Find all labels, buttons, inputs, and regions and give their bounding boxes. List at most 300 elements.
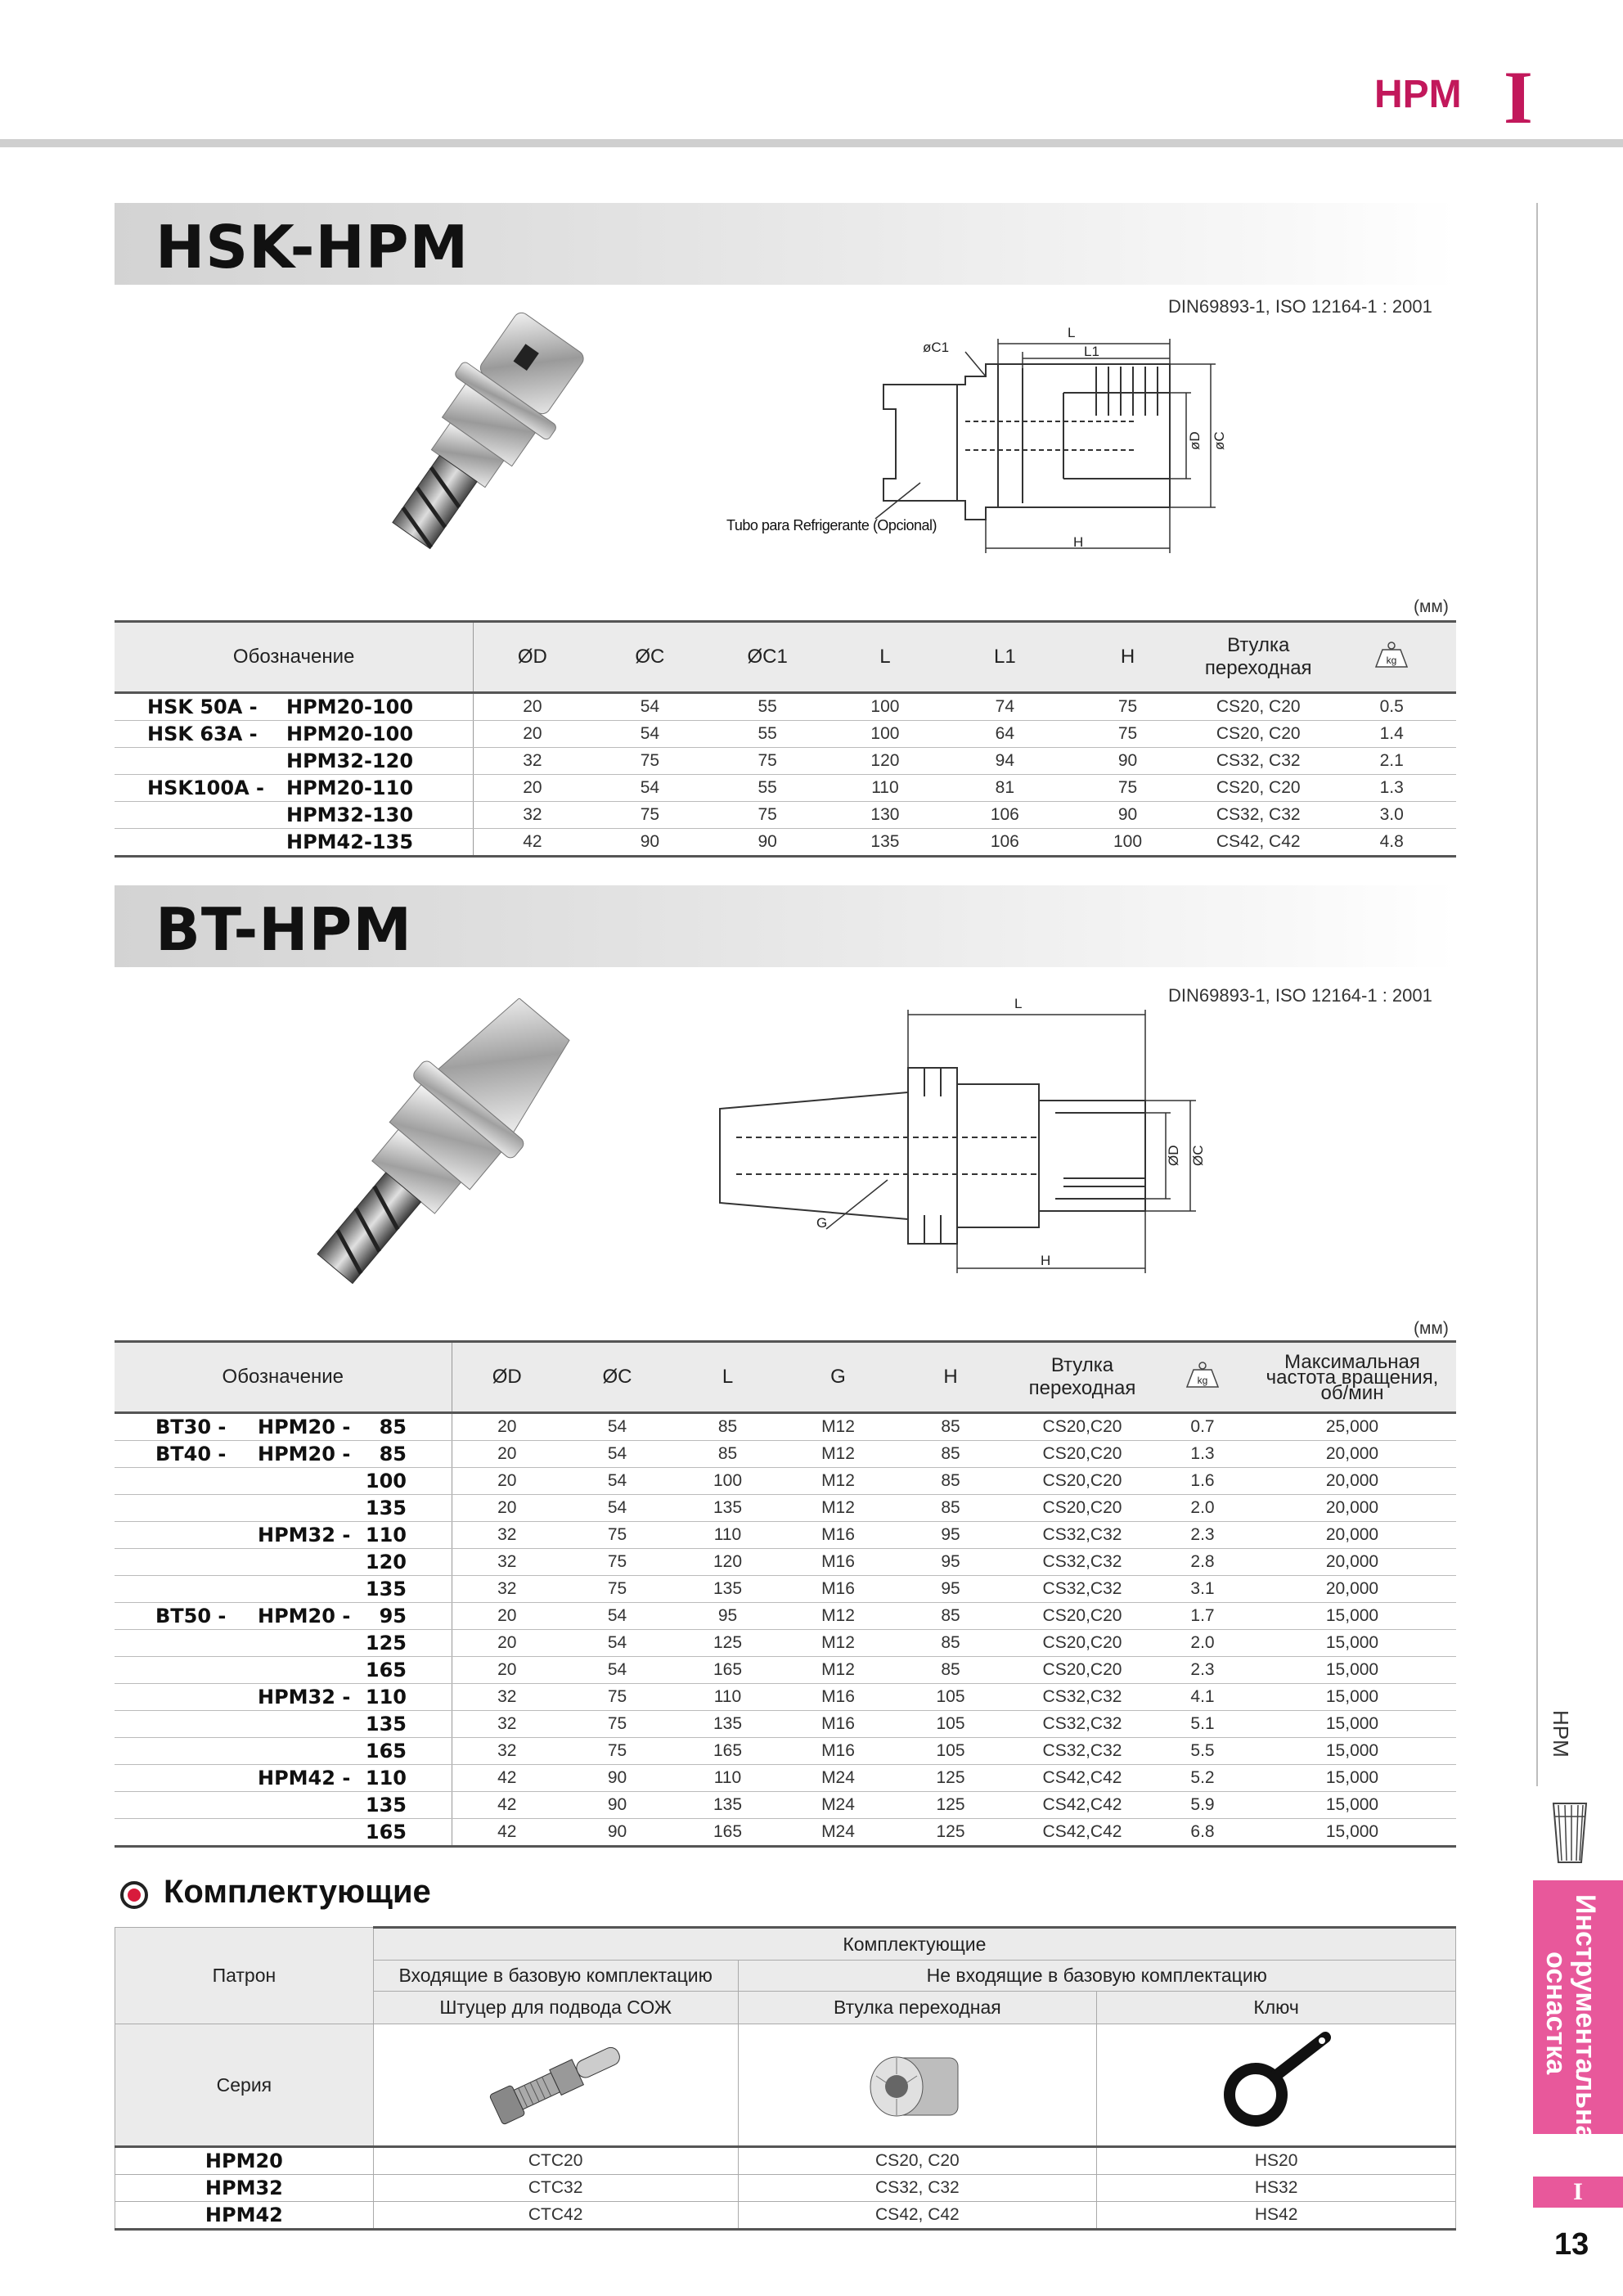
bt-spec-table [115, 1340, 1456, 1848]
cell-d: 20 [452, 1468, 562, 1495]
cell-rpm: 15,000 [1248, 1792, 1456, 1819]
acc-sleeve-image-cell [738, 2024, 1097, 2147]
collet-icon [1549, 1800, 1591, 1866]
cell-c: 90 [591, 829, 709, 857]
hsk-table-header [115, 622, 1456, 693]
cell-g: M12 [783, 1657, 893, 1684]
cell-c1: 75 [708, 748, 826, 775]
cell-sleeve: CS20,C20 [1008, 1413, 1157, 1441]
model-length: 165 [365, 1740, 407, 1763]
model-length: 135 [365, 1713, 407, 1736]
cell-sleeve: CS32,C32 [1008, 1576, 1157, 1603]
cell-c: 54 [562, 1630, 672, 1657]
accessory-row [115, 2147, 1456, 2175]
col-sleeve-line2: переходная [1028, 1377, 1136, 1399]
model-length: 85 [379, 1416, 407, 1438]
table-row [115, 775, 1456, 802]
table-row [115, 1549, 1456, 1576]
cell-l1: 94 [944, 748, 1066, 775]
cell-d: 32 [474, 748, 591, 775]
col-sleeve [1189, 622, 1327, 693]
sidebar-section-numeral: I [1533, 2177, 1623, 2208]
key-code-cell: HS32 [1097, 2175, 1456, 2202]
cell-d: 32 [452, 1711, 562, 1738]
cell-rpm: 15,000 [1248, 1684, 1456, 1711]
cell-g: M16 [783, 1738, 893, 1765]
cell-h: 95 [893, 1549, 1008, 1576]
cell-l: 110 [672, 1684, 783, 1711]
cell-c: 54 [562, 1657, 672, 1684]
cell-d: 20 [452, 1630, 562, 1657]
acc-not-included-header: Не входящие в базовую комплектацию [738, 1961, 1455, 1992]
model-length: 120 [365, 1551, 407, 1573]
model-length: 165 [365, 1659, 407, 1681]
cell-kg: 6.8 [1157, 1819, 1248, 1847]
cell-d: 20 [452, 1413, 562, 1441]
cell-l: 100 [826, 721, 944, 748]
svg-text:kg: kg [1386, 654, 1397, 666]
cell-l1: 81 [944, 775, 1066, 802]
table-row [115, 1738, 1456, 1765]
cell-l: 135 [672, 1576, 783, 1603]
cell-sleeve: CS32, C32 [1189, 748, 1327, 775]
col-weight [1157, 1342, 1248, 1413]
cell-c: 75 [591, 802, 709, 829]
designation-cell [115, 1657, 452, 1684]
model-code: HPM32-120 [286, 750, 414, 772]
table-row [115, 1657, 1456, 1684]
designation-cell [115, 1792, 452, 1819]
hsk-dim-d: øD [1187, 431, 1203, 450]
acc-series-label: Серия [115, 2024, 374, 2147]
cell-rpm: 15,000 [1248, 1603, 1456, 1630]
cell-l: 100 [826, 693, 944, 721]
cell-g: M16 [783, 1711, 893, 1738]
model-code: HPM32 - [258, 1524, 351, 1546]
cell-rpm: 15,000 [1248, 1738, 1456, 1765]
coolant-fitting-image [474, 2037, 637, 2127]
cell-kg: 4.1 [1157, 1684, 1248, 1711]
col-c: ØC [591, 622, 709, 693]
cell-sleeve: CS20, C20 [1189, 775, 1327, 802]
bt-dim-c: ØC [1190, 1145, 1206, 1166]
col-c: ØC [562, 1342, 672, 1413]
cell-c: 54 [562, 1603, 672, 1630]
cell-h: 75 [1066, 775, 1189, 802]
cell-kg: 5.1 [1157, 1711, 1248, 1738]
hsk-dim-c: øC [1212, 431, 1227, 450]
col-l1: L1 [944, 622, 1066, 693]
cell-kg: 2.0 [1157, 1495, 1248, 1522]
cell-c: 75 [562, 1522, 672, 1549]
cell-c: 54 [591, 693, 709, 721]
col-h: H [1066, 622, 1189, 693]
cell-g: M24 [783, 1792, 893, 1819]
sleeve-code-cell: CS42, C42 [738, 2202, 1097, 2230]
col-max-rpm [1248, 1342, 1456, 1413]
cell-kg: 1.4 [1327, 721, 1456, 748]
cell-g: M12 [783, 1495, 893, 1522]
cell-kg: 3.1 [1157, 1576, 1248, 1603]
cell-rpm: 15,000 [1248, 1765, 1456, 1792]
cell-h: 85 [893, 1441, 1008, 1468]
cell-sleeve: CS42,C42 [1008, 1792, 1157, 1819]
cell-g: M16 [783, 1549, 893, 1576]
cell-d: 32 [452, 1684, 562, 1711]
designation-cell [115, 1684, 452, 1711]
designation-cell [115, 1765, 452, 1792]
fitting-code-cell: CTC20 [373, 2147, 738, 2175]
cell-l: 110 [826, 775, 944, 802]
cell-h: 90 [1066, 748, 1189, 775]
model-length: 110 [365, 1767, 407, 1790]
cell-c1: 75 [708, 802, 826, 829]
cell-g: M24 [783, 1819, 893, 1847]
model-code: HPM20 - [258, 1416, 351, 1438]
cell-kg: 2.8 [1157, 1549, 1248, 1576]
cell-h: 100 [1066, 829, 1189, 857]
cell-l1: 106 [944, 802, 1066, 829]
cell-g: M16 [783, 1684, 893, 1711]
cell-h: 95 [893, 1522, 1008, 1549]
header-section-numeral: I [1504, 56, 1533, 139]
cell-rpm: 25,000 [1248, 1413, 1456, 1441]
cell-l: 135 [826, 829, 944, 857]
cell-c: 90 [562, 1819, 672, 1847]
col-g: G [783, 1342, 893, 1413]
cell-d: 20 [474, 693, 591, 721]
designation-cell [115, 829, 474, 857]
cell-d: 32 [474, 802, 591, 829]
designation-cell [115, 1630, 452, 1657]
cell-sleeve: CS20,C20 [1008, 1441, 1157, 1468]
bt-dim-l: L [1014, 996, 1023, 1011]
model-code: HPM20-100 [286, 696, 414, 718]
col-h: H [893, 1342, 1008, 1413]
col-l: L [672, 1342, 783, 1413]
cell-sleeve: CS20, C20 [1189, 693, 1327, 721]
cell-l: 130 [826, 802, 944, 829]
cell-kg: 5.5 [1157, 1738, 1248, 1765]
cell-c: 54 [562, 1413, 672, 1441]
cell-sleeve: CS32,C32 [1008, 1711, 1157, 1738]
acc-fitting-header: Штуцер для подвода СОЖ [373, 1992, 738, 2024]
key-code-cell: HS20 [1097, 2147, 1456, 2175]
cell-kg: 0.5 [1327, 693, 1456, 721]
cell-g: M16 [783, 1576, 893, 1603]
designation-cell [115, 748, 474, 775]
model-code: HPM32 - [258, 1686, 351, 1708]
cell-c: 54 [562, 1441, 672, 1468]
cell-g: M16 [783, 1522, 893, 1549]
cell-sleeve: CS42, C42 [1189, 829, 1327, 857]
hsk-holder-photo [344, 311, 622, 556]
bt-holder-photo [245, 998, 638, 1285]
cell-sleeve: CS32,C32 [1008, 1738, 1157, 1765]
cell-c1: 55 [708, 775, 826, 802]
designation-cell [115, 1549, 452, 1576]
model-code: HPM42 - [258, 1767, 351, 1790]
designation-cell [115, 775, 474, 802]
cell-kg: 2.0 [1157, 1630, 1248, 1657]
cell-h: 95 [893, 1576, 1008, 1603]
cell-l: 165 [672, 1819, 783, 1847]
sidebar-rule [1536, 203, 1538, 1786]
cell-l: 95 [672, 1603, 783, 1630]
model-length: 85 [379, 1443, 407, 1465]
cell-kg: 5.9 [1157, 1792, 1248, 1819]
cell-d: 42 [452, 1819, 562, 1847]
cell-kg: 1.3 [1157, 1441, 1248, 1468]
col-d: ØD [474, 622, 591, 693]
designation-cell [115, 1738, 452, 1765]
cell-d: 32 [452, 1576, 562, 1603]
cell-d: 32 [452, 1549, 562, 1576]
cell-kg: 1.7 [1157, 1603, 1248, 1630]
holder-prefix: HSK100A - [147, 777, 264, 799]
designation-cell [115, 802, 474, 829]
model-length: 135 [365, 1794, 407, 1817]
sleeve-code-cell: CS32, C32 [738, 2175, 1097, 2202]
cell-l: 165 [672, 1657, 783, 1684]
cell-sleeve: CS32,C32 [1008, 1549, 1157, 1576]
svg-text:kg: kg [1197, 1374, 1208, 1386]
cell-rpm: 20,000 [1248, 1468, 1456, 1495]
page-number: 13 [1554, 2227, 1589, 2262]
model-code: HPM20-100 [286, 723, 414, 745]
accessories-title: Комплектующие [164, 1874, 431, 1910]
cell-c: 90 [562, 1765, 672, 1792]
cell-c: 75 [562, 1576, 672, 1603]
table-row [115, 1468, 1456, 1495]
cell-c: 75 [562, 1711, 672, 1738]
cell-c: 54 [562, 1468, 672, 1495]
table-row [115, 1792, 1456, 1819]
col-c1: ØC1 [708, 622, 826, 693]
bt-dim-d: ØD [1166, 1145, 1181, 1166]
cell-rpm: 20,000 [1248, 1522, 1456, 1549]
designation-cell [115, 721, 474, 748]
acc-sleeve-header: Втулка переходная [738, 1992, 1097, 2024]
bt-technical-drawing [712, 990, 1235, 1285]
adapter-sleeve-image [852, 2033, 982, 2132]
bt-dim-h: H [1041, 1253, 1051, 1268]
cell-h: 105 [893, 1738, 1008, 1765]
cell-l1: 74 [944, 693, 1066, 721]
cell-d: 20 [474, 775, 591, 802]
table-row [115, 1684, 1456, 1711]
cell-l: 120 [672, 1549, 783, 1576]
col-max-rpm-line2: частота вращения, [1266, 1366, 1439, 1389]
series-cell: HPM20 [115, 2147, 374, 2175]
cell-sleeve: CS32, C32 [1189, 802, 1327, 829]
cell-rpm: 15,000 [1248, 1657, 1456, 1684]
cell-kg: 2.1 [1327, 748, 1456, 775]
cell-d: 20 [452, 1495, 562, 1522]
cell-c1: 55 [708, 721, 826, 748]
cell-kg: 3.0 [1327, 802, 1456, 829]
holder-prefix: HSK 63A - [147, 723, 258, 745]
cell-h: 85 [893, 1603, 1008, 1630]
hsk-unit: (мм) [1414, 597, 1449, 616]
hsk-section-banner [115, 203, 1456, 285]
sleeve-code-cell: CS20, C20 [738, 2147, 1097, 2175]
table-row [115, 693, 1456, 721]
cell-d: 20 [452, 1603, 562, 1630]
bt-standard: DIN69893-1, ISO 12164-1 : 2001 [1168, 985, 1432, 1006]
hsk-dim-c1: øC1 [923, 340, 950, 355]
cell-h: 105 [893, 1684, 1008, 1711]
col-max-rpm-line3: об/мин [1320, 1381, 1384, 1404]
series-cell: HPM32 [115, 2175, 374, 2202]
cell-c: 90 [562, 1792, 672, 1819]
cell-kg: 4.8 [1327, 829, 1456, 857]
cell-kg: 1.6 [1157, 1468, 1248, 1495]
sidebar-label: HPM [1549, 1710, 1573, 1758]
designation-cell [115, 1468, 452, 1495]
designation-cell [115, 1711, 452, 1738]
cell-sleeve: CS20,C20 [1008, 1657, 1157, 1684]
cell-l: 135 [672, 1711, 783, 1738]
cell-sleeve: CS20,C20 [1008, 1495, 1157, 1522]
model-code: HPM20 - [258, 1605, 351, 1627]
designation-cell [115, 693, 474, 721]
accessories-table [115, 1926, 1456, 2231]
bt-unit: (мм) [1414, 1319, 1449, 1338]
designation-cell [115, 1603, 452, 1630]
bt-section-title: BT-HPM [155, 895, 412, 964]
cell-c: 75 [591, 748, 709, 775]
designation-cell [115, 1441, 452, 1468]
hsk-dim-h: H [1073, 534, 1084, 550]
cell-c: 54 [562, 1495, 672, 1522]
cell-h: 125 [893, 1819, 1008, 1847]
cell-kg: 0.7 [1157, 1413, 1248, 1441]
table-row [115, 829, 1456, 857]
table-row [115, 1603, 1456, 1630]
col-l: L [826, 622, 944, 693]
cell-rpm: 20,000 [1248, 1576, 1456, 1603]
model-length: 110 [365, 1524, 407, 1546]
accessory-row [115, 2202, 1456, 2230]
fitting-code-cell: CTC32 [373, 2175, 738, 2202]
cell-h: 75 [1066, 721, 1189, 748]
cell-h: 85 [893, 1630, 1008, 1657]
cell-h: 75 [1066, 693, 1189, 721]
holder-prefix: BT50 - [155, 1605, 227, 1627]
cell-d: 20 [452, 1441, 562, 1468]
cell-rpm: 15,000 [1248, 1819, 1456, 1847]
table-row [115, 721, 1456, 748]
cell-h: 85 [893, 1413, 1008, 1441]
cell-kg: 1.3 [1327, 775, 1456, 802]
cell-d: 42 [452, 1792, 562, 1819]
acc-fitting-image-cell [373, 2024, 738, 2147]
cell-l: 135 [672, 1792, 783, 1819]
cell-rpm: 15,000 [1248, 1630, 1456, 1657]
cell-c: 75 [562, 1549, 672, 1576]
designation-cell [115, 1819, 452, 1847]
hsk-spec-table [115, 620, 1456, 858]
cell-d: 20 [452, 1657, 562, 1684]
cell-kg: 5.2 [1157, 1765, 1248, 1792]
acc-group-header: Комплектующие [373, 1928, 1455, 1961]
cell-l: 120 [826, 748, 944, 775]
accessory-row [115, 2175, 1456, 2202]
acc-key-header: Ключ [1097, 1992, 1456, 2024]
cell-sleeve: CS20,C20 [1008, 1468, 1157, 1495]
model-length: 110 [365, 1686, 407, 1708]
cell-c: 54 [591, 721, 709, 748]
model-code: HPM32-130 [286, 804, 414, 826]
bt-section-banner [115, 885, 1456, 967]
cell-l: 110 [672, 1522, 783, 1549]
model-code: HPM42-135 [286, 831, 414, 853]
cell-g: M12 [783, 1468, 893, 1495]
hsk-dim-l: L [1068, 325, 1076, 340]
weight-icon [1184, 1360, 1221, 1389]
cell-l1: 106 [944, 829, 1066, 857]
key-code-cell: HS42 [1097, 2202, 1456, 2230]
cell-d: 42 [474, 829, 591, 857]
table-row [115, 802, 1456, 829]
cell-rpm: 20,000 [1248, 1549, 1456, 1576]
cell-sleeve: CS20,C20 [1008, 1603, 1157, 1630]
model-code: HPM20 - [258, 1443, 351, 1465]
cell-sleeve: CS42,C42 [1008, 1819, 1157, 1847]
holder-prefix: BT30 - [155, 1416, 227, 1438]
designation-cell [115, 1495, 452, 1522]
cell-sleeve: CS20, C20 [1189, 721, 1327, 748]
cell-g: M12 [783, 1603, 893, 1630]
col-designation: Обозначение [115, 622, 474, 693]
sidebar-category-label: Инструментальная оснастка [1540, 1894, 1601, 2158]
acc-key-image-cell [1097, 2024, 1456, 2147]
col-weight [1327, 622, 1456, 693]
cell-g: M12 [783, 1630, 893, 1657]
col-sleeve-line1: Втулка [1227, 634, 1290, 656]
cell-h: 105 [893, 1711, 1008, 1738]
cell-l: 85 [672, 1441, 783, 1468]
acc-chuck-header: Патрон [115, 1928, 374, 2024]
header-rule [0, 139, 1623, 147]
cell-d: 32 [452, 1738, 562, 1765]
table-row [115, 1630, 1456, 1657]
model-length: 135 [365, 1578, 407, 1600]
cell-h: 125 [893, 1765, 1008, 1792]
cell-l: 110 [672, 1765, 783, 1792]
col-max-rpm-line1: Максимальная [1284, 1350, 1420, 1373]
col-designation: Обозначение [115, 1342, 452, 1413]
table-row [115, 1495, 1456, 1522]
hsk-technical-drawing [712, 319, 1235, 556]
holder-prefix: BT40 - [155, 1443, 227, 1465]
col-sleeve-line1: Втулка [1050, 1354, 1114, 1376]
table-row [115, 1441, 1456, 1468]
cell-l: 125 [672, 1630, 783, 1657]
cell-g: M12 [783, 1441, 893, 1468]
weight-icon [1373, 640, 1410, 669]
table-row [115, 1711, 1456, 1738]
table-row [115, 1522, 1456, 1549]
bt-table-header [115, 1342, 1456, 1413]
designation-cell [115, 1576, 452, 1603]
cell-d: 32 [452, 1522, 562, 1549]
cell-l: 85 [672, 1413, 783, 1441]
cell-kg: 2.3 [1157, 1657, 1248, 1684]
model-length: 165 [365, 1821, 407, 1844]
model-length: 125 [365, 1632, 407, 1654]
